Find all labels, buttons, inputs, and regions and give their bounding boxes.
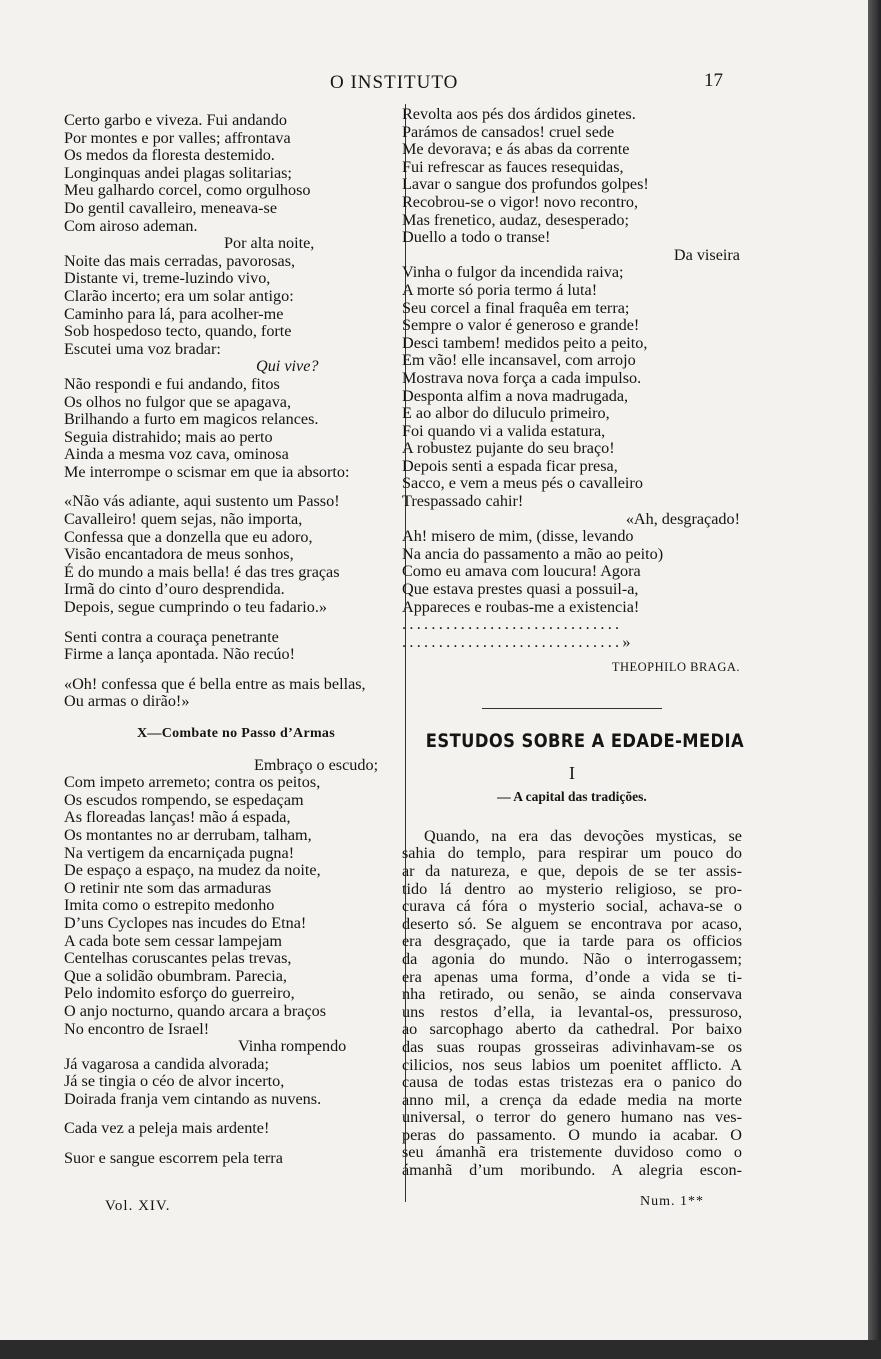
poem-line: Doirada franja vem cintando as nuvens. bbox=[64, 1089, 322, 1108]
poem-line: Como eu amava com loucura! Agora bbox=[402, 562, 641, 581]
volume-mark: Vol. XIV. bbox=[105, 1198, 171, 1214]
poem-line: E ao albor do diluculo primeiro, bbox=[402, 404, 610, 423]
page-bottom-shadow bbox=[0, 1340, 881, 1359]
prose-line: curava cá fóra o mysterio social, achava-se o bbox=[402, 897, 742, 916]
poem-line: Os medos da floresta destemido. bbox=[64, 146, 275, 165]
poem-line: O retinir nte som das armaduras bbox=[64, 878, 272, 897]
poem-line: Vinha o fulgor da incendida raiva; bbox=[402, 263, 624, 282]
poem-line: Do gentil cavalleiro, meneava-se bbox=[64, 198, 278, 217]
poem-line: Sempre o valor é generoso e grande! bbox=[402, 316, 640, 335]
poem-line: Recobrou-se o vigor! novo recontro, bbox=[402, 192, 638, 211]
poem-line: Seguia distrahido; mais ao perto bbox=[64, 427, 273, 446]
poem-line: O anjo nocturno, quando arcara a braços bbox=[64, 1001, 327, 1020]
poem-line: Distante vi, treme-luzindo vivo, bbox=[64, 269, 271, 288]
poem-lines-b bbox=[64, 253, 394, 359]
prose-line: era desgraçado, que ia tarde para os officios bbox=[402, 932, 742, 951]
section-separator bbox=[482, 708, 662, 709]
prose-line: anno mil, a crença da edade media na morte bbox=[402, 1090, 742, 1109]
poem-line: Seu corcel a final fraquêa em terra; bbox=[402, 298, 630, 317]
poem-lines-a bbox=[64, 112, 394, 235]
page-number: 17 bbox=[704, 70, 723, 91]
prose-line: deserto só. Se alguem se encontrava por acaso, bbox=[402, 914, 742, 933]
poem-lines-c bbox=[402, 528, 742, 616]
poem-line: As floreadas lanças! mão á espada, bbox=[64, 808, 291, 827]
poem-line: Centelhas coruscantes pelas trevas, bbox=[64, 949, 292, 968]
poem-lines-c bbox=[64, 376, 394, 482]
poem-line: Mas frenetico, audaz, desesperado; bbox=[402, 210, 629, 229]
prose-line: tido lá dentro ao mysterio religioso, se pro- bbox=[402, 879, 742, 898]
left-column bbox=[64, 112, 394, 1168]
poem-line: Longinquas andei plagas solitarias; bbox=[64, 163, 292, 182]
poem-line: Irmã do cinto d’ouro desprendida. bbox=[64, 580, 285, 599]
poem-line: Confessa que a donzella que eu adoro, bbox=[64, 527, 313, 546]
poem-line-indented: Por alta noite, bbox=[224, 234, 315, 253]
poem-line: Firme a lança apontada. Não recúo! bbox=[64, 645, 296, 664]
poem-line: Com airoso ademan. bbox=[64, 216, 198, 235]
ellipsis-line: .............................. bbox=[402, 616, 623, 634]
poem-line: Suor e sangue escorrem pela terra bbox=[64, 1149, 283, 1168]
poem-line: Os escudos rompendo, se espedaçam bbox=[64, 790, 304, 809]
signature-mark: Num. 1** bbox=[640, 1194, 704, 1209]
poem-line: Mostrava nova força a cada impulso. bbox=[402, 368, 642, 387]
poem-lines-b bbox=[402, 264, 742, 510]
poem-line: No encontro de Israel! bbox=[64, 1019, 210, 1038]
poem-line: Os olhos no fulgor que se apagava, bbox=[64, 392, 292, 411]
prose-line: nha retirado, ou senão, se ainda conservava bbox=[402, 985, 742, 1004]
chapter-number: I bbox=[569, 762, 575, 783]
poem-stanza-1 bbox=[64, 493, 394, 616]
poem-line-indented: Da viseira bbox=[673, 245, 740, 264]
poem-line: Não respondi e fui andando, fitos bbox=[64, 374, 280, 393]
prose-line: peras do passamento. O mundo ia acabar. O bbox=[402, 1125, 742, 1144]
poem-line: Depois senti a espada ficar presa, bbox=[402, 456, 618, 475]
poem-lines-e bbox=[64, 1056, 394, 1109]
poem-line: Me interrompe o scismar em que ia absorto: bbox=[64, 462, 350, 481]
poem-line: A robustez pujante do seu braço! bbox=[402, 439, 615, 458]
poem-line-indented: Qui vive? bbox=[256, 357, 319, 376]
poem-line: Fui refrescar as fauces resequidas, bbox=[402, 157, 624, 176]
poem-line: Escutei uma voz bradar: bbox=[64, 339, 221, 358]
poem-line: Por montes e por valles; affrontava bbox=[64, 128, 291, 147]
prose-line: ámanhã d’um moribundo. A alegria escon- bbox=[402, 1161, 742, 1180]
poem-line: Caminho para lá, para acolher-me bbox=[64, 304, 284, 323]
poem-line: Duello a todo o transe! bbox=[402, 228, 551, 247]
prose-line: universal, o terror do genero humano nas ves- bbox=[402, 1108, 742, 1127]
prose-line: Quando, na era das devoções mysticas, se bbox=[424, 826, 742, 845]
prose-line: uns restos d’ella, ia levantal-os, pressuroso, bbox=[402, 1002, 742, 1021]
poem-line: Brilhando a furto em magicos relances. bbox=[64, 410, 319, 429]
poem-line: Revolta aos pés dos árdidos ginetes. bbox=[402, 105, 636, 123]
author-signature: THEOPHILO BRAGA. bbox=[611, 660, 740, 675]
poem-line: Sob hospedoso tecto, quando, forte bbox=[64, 322, 292, 341]
prose-line: das suas roupas grosseiras adivinhavam-se os bbox=[402, 1037, 742, 1056]
poem-line: «Oh! confessa que é bella entre as mais bellas, bbox=[64, 674, 366, 693]
poem-line: Desci tambem! medidos peito a peito, bbox=[402, 333, 648, 352]
poem-line: Os montantes no ar derrubam, talham, bbox=[64, 825, 312, 844]
poem-line: De espaço a espaço, na mudez da noite, bbox=[64, 861, 321, 880]
poem-line: É do mundo a mais bella! é das tres graças bbox=[64, 562, 340, 581]
poem-line: Cavalleiro! quem sejas, não importa, bbox=[64, 510, 303, 529]
poem-line: Em vão! elle incansavel, com arrojo bbox=[402, 351, 636, 370]
poem-line: A cada bote sem cessar lampejam bbox=[64, 931, 282, 950]
poem-stanza-2 bbox=[64, 629, 394, 664]
page-edge-shadow bbox=[868, 0, 881, 1359]
poem-line: Que estava prestes quasi a possuil-a, bbox=[402, 580, 639, 599]
poem-line: Noite das mais cerradas, pavorosas, bbox=[64, 251, 296, 270]
poem-line: Certo garbo e viveza. Fui andando bbox=[64, 111, 287, 129]
section-title: X—Combate no Passo d’Armas bbox=[137, 726, 335, 741]
prose-line: sahia do templo, para respirar um pouco do bbox=[402, 844, 742, 863]
poem-line: Ah! misero de mim, (disse, levando bbox=[402, 527, 634, 546]
running-header: O INSTITUTO bbox=[330, 72, 459, 93]
poem-line: Meu galhardo corcel, como orgulhoso bbox=[64, 181, 311, 200]
poem-line: Sacco, e vem a meus pés o cavalleiro bbox=[402, 474, 643, 493]
chapter-subtitle: — A capital das tradições. bbox=[497, 789, 647, 805]
poem-line: Pelo indomito esforço do guerreiro, bbox=[64, 984, 295, 1003]
poem-line: Appareces e roubas-me a existencia! bbox=[402, 597, 640, 616]
poem-line: Já se tingia o céo de alvor incerto, bbox=[64, 1072, 285, 1091]
prose-line: da agonia do mundo. Não o interrogassem; bbox=[402, 949, 742, 968]
poem-line: A morte só poria termo á luta! bbox=[402, 280, 598, 299]
poem-line-indented: «Ah, desgraçado! bbox=[625, 509, 740, 528]
poem-line: «Não vás adiante, aqui sustento um Passo! bbox=[64, 492, 340, 511]
right-column bbox=[402, 105, 745, 1180]
poem-line-indented: Embraço o escudo; bbox=[254, 755, 379, 774]
poem-line: Cada vez a peleja mais ardente! bbox=[64, 1119, 270, 1138]
prose-line: ao sarcophago aberto da cathedral. Por baixo bbox=[402, 1020, 742, 1039]
poem-line: Lavar o sangue dos profundos golpes! bbox=[402, 175, 649, 194]
article-body bbox=[402, 828, 742, 1180]
poem-line: Trespassado cahir! bbox=[402, 492, 524, 511]
poem-line: Já vagarosa a candida alvorada; bbox=[64, 1054, 269, 1073]
poem-stanza-3 bbox=[64, 676, 394, 711]
poem-line: Com impeto arremeto; contra os peitos, bbox=[64, 773, 321, 792]
prose-line: cilicios, nos seus labios um poenitet afflicto. A bbox=[402, 1055, 742, 1074]
poem-line: Na ancia do passamento a mão ao peito) bbox=[402, 544, 664, 563]
poem-line: Depois, segue cumprindo o teu fadario.» bbox=[64, 598, 327, 617]
poem-line: Imita como o estrepito medonho bbox=[64, 896, 275, 915]
poem-line: Ainda a mesma voz cava, ominosa bbox=[64, 445, 289, 464]
poem-line: Me devorava; e ás abas da corrente bbox=[402, 140, 630, 159]
poem-line: Ou armas o dirão!» bbox=[64, 692, 190, 711]
poem-line-indented: Vinha rompendo bbox=[238, 1037, 347, 1056]
poem-line: Senti contra a couraça penetrante bbox=[64, 627, 279, 646]
poem-line: Que a solidão obumbram. Parecia, bbox=[64, 966, 287, 985]
poem-line: D’uns Cyclopes nas incudes do Etna! bbox=[64, 913, 307, 932]
poem-line: Parámos de cansados! cruel sede bbox=[402, 122, 615, 141]
poem-line: Na vertigem da encarniçada pugna! bbox=[64, 843, 295, 862]
article-title: ESTUDOS SOBRE A EDADE-MEDIA bbox=[425, 730, 745, 752]
poem-line: Visão encantadora de meus sonhos, bbox=[64, 545, 294, 564]
poem-line: Foi quando vi a valida estatura, bbox=[402, 421, 606, 440]
prose-line: era apenas uma forma, d’onde a vida se ti- bbox=[402, 967, 742, 986]
prose-line: causa de todas estas tristezas era o panico do bbox=[402, 1073, 742, 1092]
poem-line: Desponta alfim a nova madrugada, bbox=[402, 386, 629, 405]
poem-line: Clarão incerto; era um solar antigo: bbox=[64, 286, 294, 305]
poem-lines-d bbox=[64, 774, 394, 1038]
prose-line: seu ámanhã era tristemente duvidoso como o bbox=[402, 1143, 742, 1162]
prose-line: ar da natureza, e que, depois de se ter assis- bbox=[402, 861, 742, 880]
poem-lines-a bbox=[402, 106, 742, 247]
ellipsis-line: ..............................» bbox=[402, 633, 634, 651]
